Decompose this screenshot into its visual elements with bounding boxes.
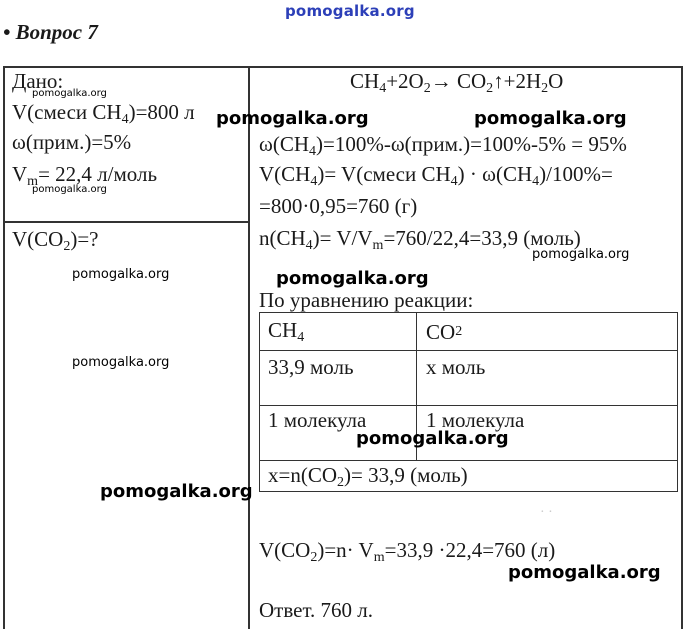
solution-line-5: $V(CO_2)=n\cdot V_m=33,9 \cdot 22,4=760$ (л)	[259, 538, 556, 565]
table-cell-co2-molecules: 1 молекула	[426, 408, 525, 432]
given-label: Дано:	[12, 69, 64, 93]
watermark-1: pomogalka.org	[216, 108, 369, 129]
table-cell-ch4-molecules: 1 молекула	[268, 408, 367, 432]
solution-line-3: =800·0,95=760 (г)	[259, 194, 418, 218]
table-cell-co2-moles: x моль	[426, 355, 486, 379]
question-title: • Вопрос 7	[3, 20, 98, 44]
table-cell-ch4-moles: 33,9 моль	[268, 355, 354, 379]
given-volume: V(смеси $CH_4)=800$ л	[12, 100, 195, 127]
watermark-tiny-2: pomogalka.org	[32, 184, 107, 195]
reaction-equation: $CH_4+2O_2\to$ $CO_2↑+2H_2O$	[350, 69, 564, 96]
watermark-5: pomogalka.org	[276, 268, 429, 289]
solution-line-4: $n(CH_4)= V/V_m=760/22,4=33,9$ (моль)	[259, 226, 581, 253]
table-header-co2: CO2	[426, 320, 463, 344]
table-row-divider-3	[259, 460, 678, 461]
table-header-ch4: $CH_4$	[268, 318, 305, 345]
answer-line: Ответ. 760 л.	[259, 598, 374, 622]
table-row-divider-2	[259, 405, 678, 406]
solution-line-1: $\omega(CH_4)=100\%-\omega(прим.)=100\%-5\% = 95\%$	[259, 132, 627, 159]
find-co2-volume: $V(CO_2)=$?	[12, 227, 99, 254]
watermark-4: pomogalka.org	[72, 267, 170, 282]
watermark-tiny-1: pomogalka.org	[32, 88, 107, 99]
faded-marks: · ·	[540, 505, 553, 520]
given-find-divider	[3, 221, 249, 223]
by-equation-label: По уравнению реакции:	[259, 288, 474, 312]
solution-line-2: $V(CH_4)=$ V(смеси $CH_4) \cdot \omega(CH_4)/100\%=$	[259, 162, 613, 189]
table-result-row: $x=n(CO_2)= 33,9$ (моль)	[268, 463, 468, 490]
column-divider	[248, 66, 250, 629]
header-watermark: pomogalka.org	[285, 2, 415, 20]
watermark-9: pomogalka.org	[508, 562, 661, 583]
table-row-divider-1	[259, 350, 678, 351]
watermark-3: pomogalka.org	[532, 247, 630, 262]
watermark-7: pomogalka.org	[356, 428, 509, 449]
watermark-6: pomogalka.org	[72, 355, 170, 370]
given-molar-volume: $V_m= 22,4$ л/моль	[12, 162, 158, 189]
given-impurity: ω(прим.)=5%	[12, 130, 132, 154]
watermark-2: pomogalka.org	[474, 108, 627, 129]
watermark-8: pomogalka.org	[100, 481, 253, 502]
